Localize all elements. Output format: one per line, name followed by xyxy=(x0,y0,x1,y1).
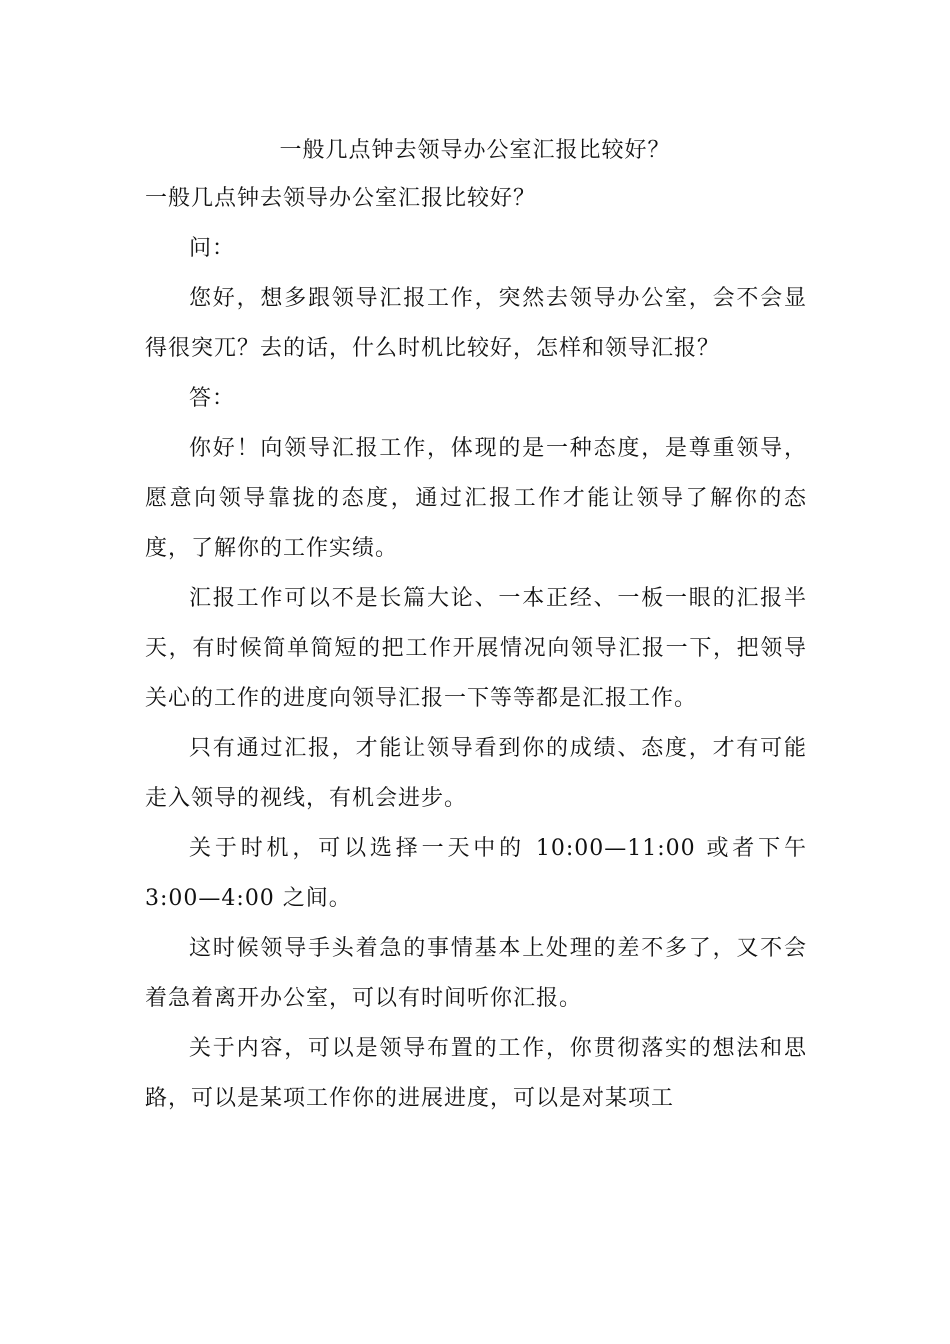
answer-paragraph: 这时候领导手头着急的事情基本上处理的差不多了，又不会着急着离开办公室，可以有时间听你汇报。 xyxy=(145,936,807,1011)
question-text: 您好，想多跟领导汇报工作，突然去领导办公室，会不会显得很突兀？去的话，什么时机比较好，怎样和领导汇报？ xyxy=(145,286,807,361)
document-title: 一般几点钟去领导办公室汇报比较好？ xyxy=(279,138,671,163)
answer-paragraph: 只有通过汇报，才能让领导看到你的成绩、态度，才有可能走入领导的视线，有机会进步。 xyxy=(145,736,807,811)
answer-paragraph: 你好！向领导汇报工作，体现的是一种态度，是尊重领导，愿意向领导靠拢的态度，通过汇报工作才能让领导了解你的态度，了解你的工作实绩。 xyxy=(145,436,807,561)
question-label: 问： xyxy=(189,236,236,261)
answer-paragraph: 关于时机，可以选择一天中的 10:00—11:00 或者下午 3:00—4:00 之间。 xyxy=(145,836,807,911)
answer-paragraph: 关于内容，可以是领导布置的工作，你贯彻落实的想法和思路，可以是某项工作你的进展进度，可以是对某项工 xyxy=(145,1036,807,1111)
document-subtitle: 一般几点钟去领导办公室汇报比较好？ xyxy=(145,186,537,211)
document-body xyxy=(145,174,807,1124)
answer-label: 答： xyxy=(189,386,236,411)
answer-paragraph: 汇报工作可以不是长篇大论、一本正经、一板一眼的汇报半天，有时候简单简短的把工作开展情况向领导汇报一下，把领导关心的工作的进度向领导汇报一下等等都是汇报工作。 xyxy=(145,586,807,711)
